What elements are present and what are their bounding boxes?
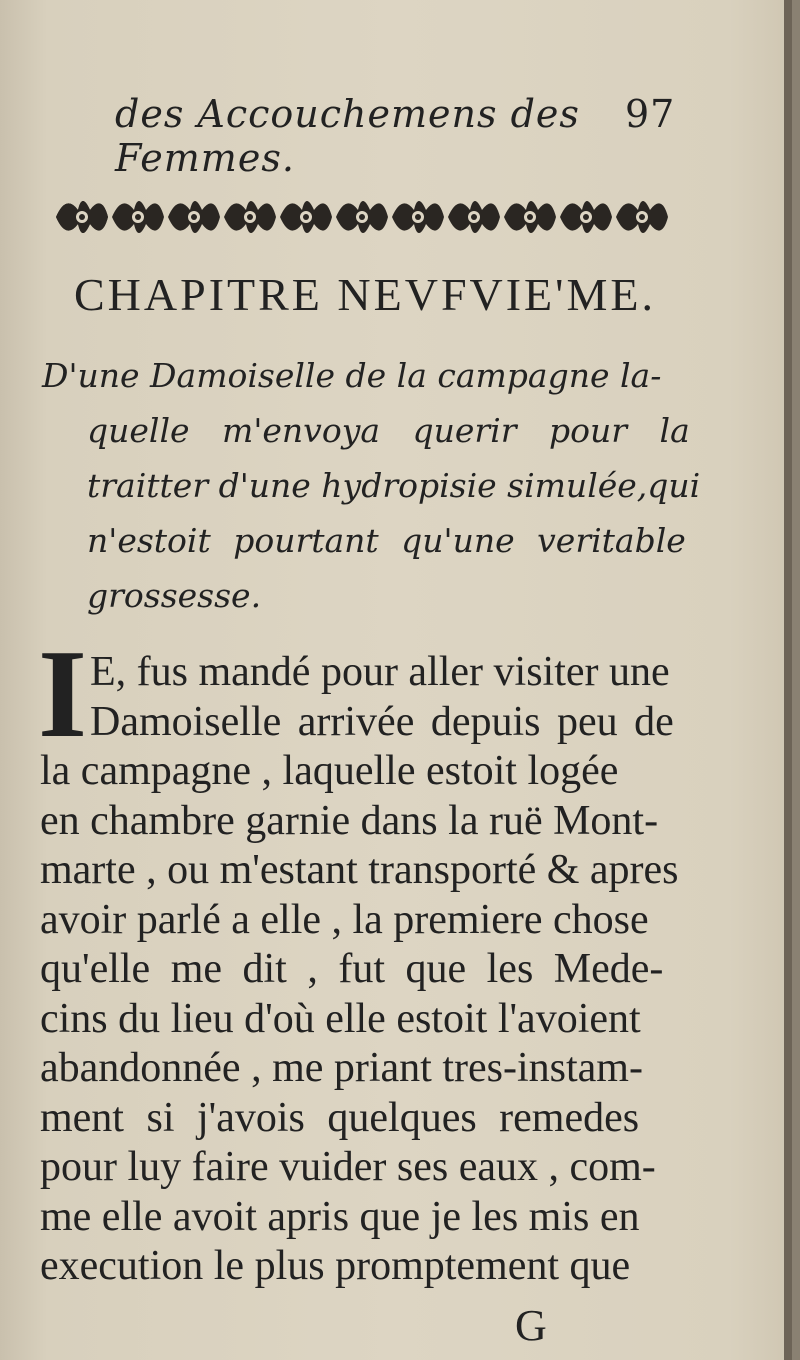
text-line: ment si j'avois quelques remedes [40,1094,640,1141]
text-line: cins du lieu d'où elle estoit l'avoient [40,995,641,1042]
text-line: la campagne , laquelle estoit logée [40,748,619,794]
text-line: E, fus mandé pour aller visiter une [90,649,670,695]
text-line: Damoiselle arrivée depuis peu de [90,698,674,745]
decorative-ornament-band [52,188,672,246]
summary-line: n'estoit pourtant qu'une veritable [87,521,686,560]
text-line: qu'elle me dit , fut que les Mede- [40,946,664,992]
text-line: execution le plus promptement que [40,1243,631,1289]
summary-line: grossesse. [87,576,262,615]
drop-cap: I [38,625,88,764]
summary-line: D'une Damoiselle de la campagne la- [42,356,662,395]
summary-line: quelle m'envoya querir pour la [87,411,690,450]
text-line: en chambre garnie dans la ruë Mont- [40,797,659,844]
page-edge [784,0,792,1360]
text-line: avoir parlé a elle , la premiere chose [40,896,649,943]
chapter-title: CHAPITRE NEVFVIE'ME. [74,269,656,320]
text-line: pour luy faire vuider ses eaux , com- [40,1144,656,1190]
signature-mark: G [515,1301,547,1350]
text-line: me elle avoit apris que je les mis en [40,1193,640,1240]
running-header [115,92,695,180]
summary-line: traitter d'une hydropisie simulée,qui [87,466,701,505]
text-line: marte , ou m'estant transporté & apres [40,847,679,893]
running-title: des Accouchemens des Femmes. [115,92,580,180]
page-number: 97 [625,92,676,136]
text-line: abandonnée , me priant tres-instam- [40,1045,643,1091]
